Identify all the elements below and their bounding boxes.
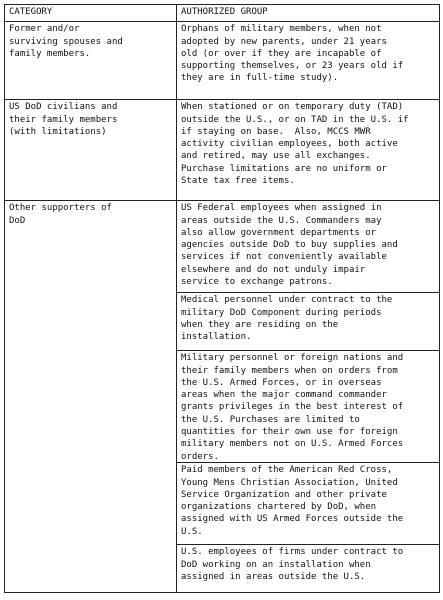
authorized-group-cell: Medical personnel under contract to the military DoD Component during periods when they are residing on the installation. bbox=[177, 293, 439, 351]
table-row bbox=[4, 201, 440, 593]
authorized-group-cell: US Federal employees when assigned in areas outside the U.S. Commanders may also allow government departments or agencies outside DoD to buy supplies and services if not conveniently available elsewhere and do not unduly impair service to exchange patrons. bbox=[177, 201, 439, 293]
authorized-group-cell: U.S. employees of firms under contract to DoD working on an installation when assigned in areas outside the U.S. bbox=[181, 547, 404, 582]
table-header-row bbox=[4, 4, 440, 22]
category-text: Other supporters of DoD bbox=[9, 203, 112, 226]
table-row bbox=[4, 100, 440, 201]
header-authorized-group: AUTHORIZED GROUP bbox=[177, 5, 440, 21]
header-category: CATEGORY bbox=[4, 5, 177, 21]
authorized-patrons-table bbox=[4, 4, 440, 593]
authorized-group-cell: Paid members of the American Red Cross, Young Mens Christian Association, United Service Organization and other private organizations chartered by DoD, when assigned with US Armed Forces outside the U.S. bbox=[177, 463, 439, 545]
authorized-group-cell: Military personnel or foreign nations and their family members when on orders from the U.S. Armed Forces, or in overseas areas when the major command commander grants privileges in the best interest of the U.S. Purchases are limited to quantities for their own use for foreign military members not on U.S. Armed Forces orders. bbox=[177, 351, 439, 463]
category-cell bbox=[4, 201, 177, 592]
authorized-group-cell: When stationed or on temporary duty (TAD) outside the U.S., or on TAD in the U.S. if if staying on base. Also, MCCS MWR activity civilian employees, both active and retired, may use all exchanges. Purchase limitations are no uniform or State tax free items. bbox=[177, 100, 440, 200]
authorized-group-cell: Orphans of military members, when not adopted by new parents, under 21 years old (or over if they are incapable of supporting themselves, or 23 years old if they are in full-time study). bbox=[177, 22, 440, 99]
category-cell: Former and/or surviving spouses and family members. bbox=[4, 22, 177, 99]
authorized-group-list bbox=[177, 201, 440, 592]
table-row bbox=[4, 22, 440, 100]
category-cell: US DoD civilians and their family members (with limitations) bbox=[4, 100, 177, 200]
